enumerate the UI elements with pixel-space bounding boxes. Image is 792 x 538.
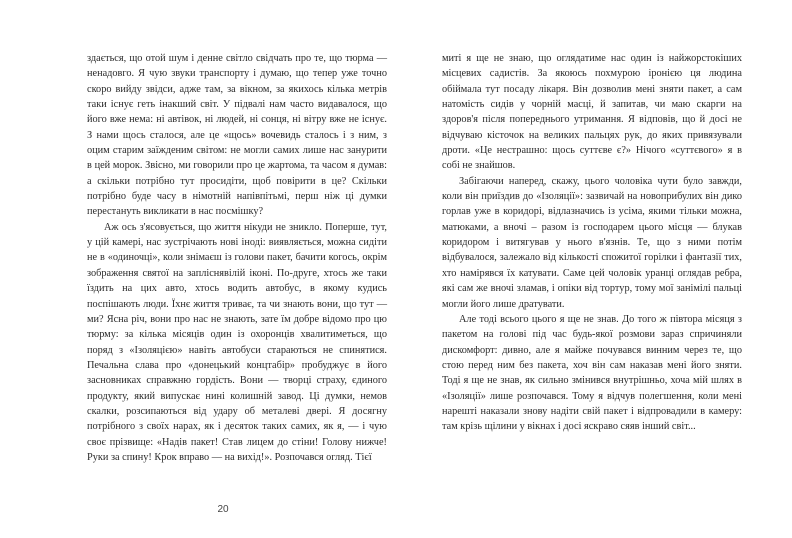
right-paragraph-1: миті я ще не знаю, що оглядатиме нас один із найжорстокіших місцевих садистів. За якоюсь похмурою іронією ця людина обіймала тут посаду лікаря. Він дозволив мені зняти пакет, а сам натомість сидів у чорній масці, й запитав, чи маю скарги на здоров'я після попереднього утримання. Я відповів, що й досі не відчуваю кісточок на великих пальцях рук, до яких привязували дроти. «Це нестрашно: щось суттєве є?» Нічого «суттєвого» я в собі не знайшов.	[442, 53, 742, 172]
left-page	[87, 51, 387, 465]
right-page	[442, 51, 742, 435]
right-paragraph-2: Забігаючи наперед, скажу, цього чоловіка чути було завжди, коли він приїздив до «Ізоляції»: зазвичай на новоприбулих він дико горлав уже в коридорі, відлазначись із усіма, якими тільки можна, матюками, а вночі – разом із господарем цього місця — блукав коридором і витягував у нього в'язнів. Те, що з ними потім відбувалося, залежало від кількості спожитої горілки і фантазії тих, хто намірявся їх катувати. Саме цей чоловік уранці оглядав ребра, які сам же вночі зламав, і опіки від тортур, тому мої занімілі пальці могли його лише дратувати.	[442, 175, 742, 310]
left-paragraph-1: здається, що отой шум і денне світло свідчать про те, що тюрма — ненадовго. Я чую звуки транспорту і думаю, що тепер уже точно скоро вийду звідси, адже там, за вікном, за якихось кілька метрів таки існує геть інакший світ. У підвалі нам часто видавалося, що його вже нема: ні автівок, ні людей, ні сонця, ні вітру вже не існує. З нами щось сталося, але це «щось» вочевидь сталось і з ним, з оцим старим заїжденим світом: не могли самих лише нас занурити в цей морок. Звісно, ми говорили про це жартома, та часом я думав: а скільки потрібно тут просидіти, щоб повірити в це? Скільки потрібно буде часу в німотній напівпітьмі, перш ніж ці думки перестануть викликати в нас посмішку?	[87, 53, 387, 218]
left-paragraph-2: Аж ось з'ясовується, що життя нікуди не зникло. Поперше, тут, у цій камері, нас зустрічають нові іноді: виявляється, можна сидіти не в «одиночці», коли знімаєш із голови пакет, бачити когось, окрім зображення святої на запліснявілій іконі. По-друге, хтось же таки їздить на цих авто, хтось водить автобус, в якому кудись поспішають люди. Їхнє життя триває, та чи знають вони, що тут — ми? Ясна річ, вони про нас не знають, зате їм добре відомо про цю тюрму: за кілька місяців один із охоронців хвалитиметься, що поряд з «Ізоляцією» навіть автобуси стараються не спинятися. Печальна слава про «донецький концтабір» пробуджує в його засновниках справжню гордість. Вони — творці страху, єдиного продукту, який випускає нині колишній завод. Ці думки, немов скалки, розсипаються від удару об металеві двері. Я досягну потрібного з своїх нарах, як і десяток таких самих, як я, — і чую своє прізвище: «Надів пакет! Став лицем до стіни! Голову нижче! Руки за спину! Крок вправо — на вихід!». Розпочався огляд. Тієї	[87, 221, 387, 463]
page-number: 20	[217, 504, 229, 515]
right-paragraph-3: Але тоді всього цього я ще не знав. До того ж півтора місяця з пакетом на голові під час будь-якої розмови зараз спричиняли дискомфорт: дивно, але я майже почувався винним через те, що стою перед ним без пакета, хоч він сам наказав мені його зняти. Тоді я ще не знав, як сильно змінився внутрішньо, хоча мій шлях в «Ізоляції» лише розпочався. Тому я відчув полегшення, коли мені нарешті наказали знову надіти свій пакет і відпровадили в камеру: там крізь щілини у вікнах і досі яскраво сяяв інший світ...	[442, 313, 742, 433]
